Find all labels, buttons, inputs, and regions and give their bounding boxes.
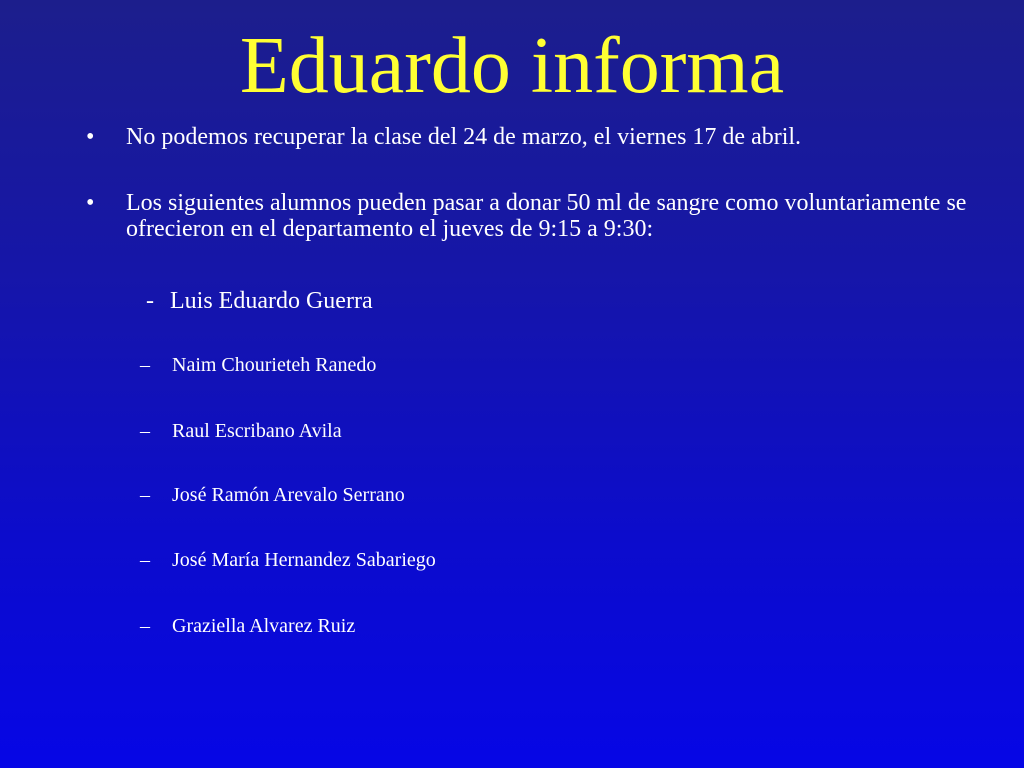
student-item (146, 288, 373, 314)
bullet-text: No podemos recuperar la clase del 24 de marzo, el viernes 17 de abril. (126, 124, 802, 150)
dash-icon: – (140, 354, 150, 376)
bullet-icon: • (86, 190, 95, 216)
student-name: Naim Chourieteh Ranedo (172, 354, 377, 376)
student-name: José María Hernandez Sabariego (172, 549, 436, 571)
student-name: José Ramón Arevalo Serrano (172, 484, 405, 506)
student-name: Raul Escribano Avila (172, 420, 342, 442)
student-item (140, 614, 355, 638)
dash-icon: – (140, 484, 150, 506)
bullet-item (86, 124, 986, 150)
student-item (140, 419, 342, 443)
student-name: Graziella Alvarez Ruiz (172, 615, 356, 637)
student-item (140, 483, 405, 507)
bullet-item (86, 190, 986, 242)
bullet-text: Los siguientes alumnos pueden pasar a donar 50 ml de sangre como voluntariamente se ofrecieron en el departamento el jueves de 9:15 a 9:30: (126, 190, 967, 242)
dash-icon: – (140, 615, 150, 637)
hyphen-icon: - (146, 288, 154, 314)
student-item (140, 548, 436, 572)
slide-title: Eduardo informa (239, 22, 785, 110)
student-name: Luis Eduardo Guerra (170, 288, 373, 314)
bullet-icon: • (86, 124, 95, 150)
student-item (140, 353, 376, 377)
dash-icon: – (140, 420, 150, 442)
dash-icon: – (140, 549, 150, 571)
